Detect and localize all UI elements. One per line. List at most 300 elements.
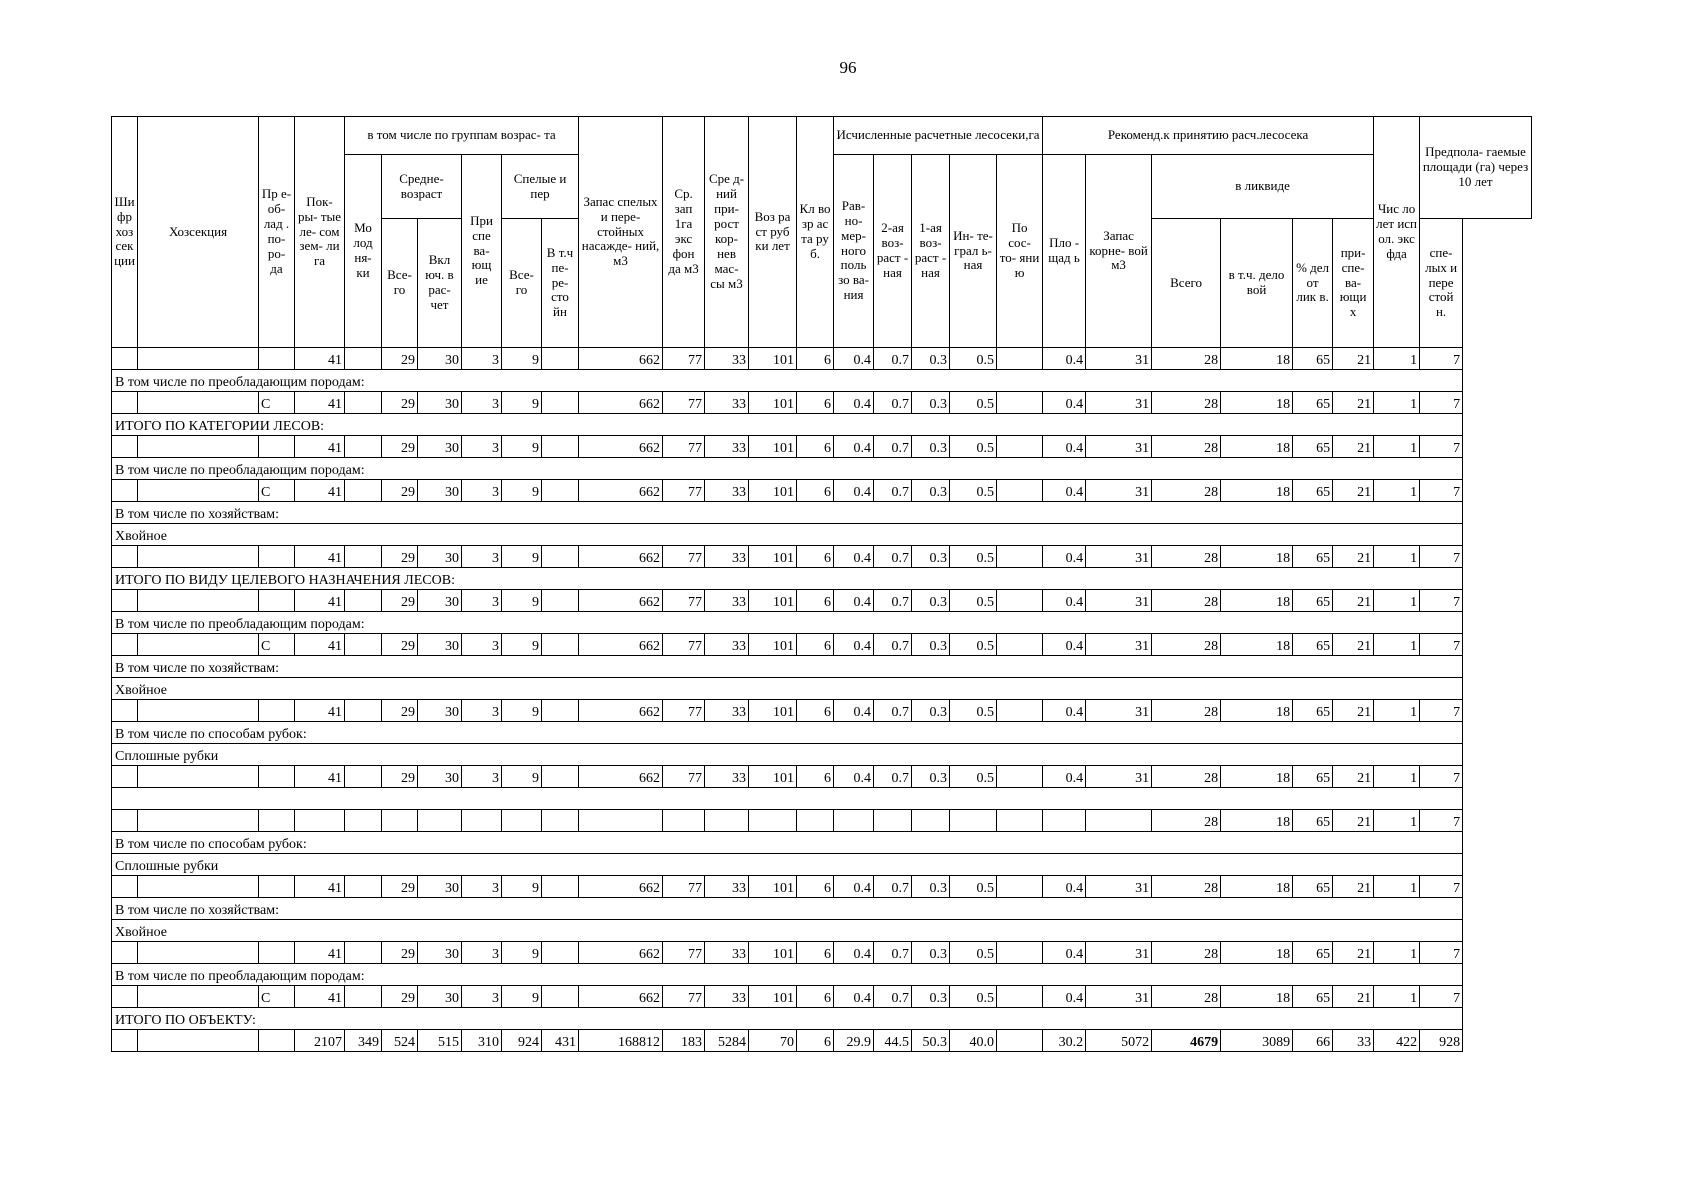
table-cell: 7 [1420,876,1463,898]
table-cell: 0.7 [874,986,912,1008]
table-cell: 1 [1374,810,1420,832]
section-label: В том числе по преобладающим породам: [112,964,1463,986]
table-cell: С [259,480,295,502]
table-cell [259,700,295,722]
table-cell [259,766,295,788]
table-cell [345,480,382,502]
header-ploshad: Пло - щад ь [1043,155,1086,348]
table-cell: 2107 [295,1030,345,1052]
table-cell: 662 [579,942,663,964]
table-cell [259,436,295,458]
header-pct-delovoy: % дел от лик в. [1293,219,1333,348]
table-cell: 31 [1086,942,1152,964]
table-cell: 40.0 [950,1030,997,1052]
table-cell: 31 [1086,700,1152,722]
table-row [112,700,1532,722]
table-cell: 29 [382,634,418,656]
table-cell: 9 [502,436,542,458]
table-cell: 30 [418,348,462,370]
table-cell: 6 [797,392,834,414]
table-cell [542,590,579,612]
table-cell: 30 [418,590,462,612]
table-cell [259,942,295,964]
table-cell: 65 [1293,634,1333,656]
table-cell: 18 [1221,392,1293,414]
table-row [112,766,1532,788]
table-cell: 65 [1293,876,1333,898]
table-cell [542,436,579,458]
table-cell: 1 [1374,986,1420,1008]
table-cell: 50.3 [912,1030,950,1052]
table-cell [345,766,382,788]
table-cell: 0.4 [1043,634,1086,656]
table-cell [542,766,579,788]
table-cell: 101 [749,634,797,656]
header-pervaya-vozrastnaya: 1-ая воз- раст - ная [912,155,950,348]
section-row [112,458,1532,480]
table-cell: С [259,392,295,414]
table-cell: 33 [705,876,749,898]
table-cell [542,942,579,964]
table-cell: 3 [462,700,502,722]
table-cell: 77 [663,392,705,414]
table-cell: 0.3 [912,546,950,568]
table-cell: 9 [502,634,542,656]
table-cell: 29 [382,876,418,898]
section-label: В том числе по способам рубок: [112,722,1463,744]
table-cell: 3 [462,436,502,458]
table-cell: 30 [418,436,462,458]
section-label: В том числе по хозяйствам: [112,898,1463,920]
table-cell: 41 [295,546,345,568]
table-cell: 31 [1086,436,1152,458]
section-label: В том числе по способам рубок: [112,832,1463,854]
table-cell: 6 [797,436,834,458]
table-cell: 30 [418,546,462,568]
table-cell: 524 [382,1030,418,1052]
table-cell [259,810,295,832]
table-cell: 21 [1333,546,1374,568]
table-cell [1086,810,1152,832]
table-cell: 0.4 [1043,942,1086,964]
table-cell: 0.3 [912,942,950,964]
table-cell: 0.3 [912,590,950,612]
page-number: 96 [839,58,857,77]
table-cell [345,436,382,458]
table-cell [138,480,259,502]
table-cell: 18 [1221,590,1293,612]
table-cell: 0.7 [874,634,912,656]
table-cell: 21 [1333,392,1374,414]
table-cell: 33 [705,986,749,1008]
table-cell: 1 [1374,392,1420,414]
table-cell: 18 [1221,700,1293,722]
table-cell: 515 [418,1030,462,1052]
table-cell: 7 [1420,766,1463,788]
table-cell [542,876,579,898]
section-row [112,744,1532,766]
table-cell [112,348,138,370]
header-vkl-raschet: Вкл юч. в рас- чет [418,219,462,348]
header-predpolagaemye: Предпола- гаемые площади (га) через 10 лет [1420,117,1532,219]
table-cell: 1 [1374,942,1420,964]
table-cell: 662 [579,876,663,898]
table-cell [138,1030,259,1052]
table-cell: 18 [1221,634,1293,656]
table-cell [112,436,138,458]
table-cell: 7 [1420,436,1463,458]
table-cell [138,766,259,788]
table-cell: 3 [462,634,502,656]
table-cell: 29 [382,986,418,1008]
table-cell: 77 [663,766,705,788]
table-cell: 3 [462,546,502,568]
table-cell: 0.7 [874,392,912,414]
table-cell [542,634,579,656]
table-cell: 3 [462,766,502,788]
table-cell: 7 [1420,810,1463,832]
table-cell: 65 [1293,810,1333,832]
table-cell [345,392,382,414]
table-cell: 9 [502,546,542,568]
table-cell: 28 [1152,348,1221,370]
table-cell [345,546,382,568]
table-cell: 0.3 [912,986,950,1008]
table-cell: 928 [1420,1030,1463,1052]
section-row [112,656,1532,678]
header-zapas-kornevoy: Запас корне- вой м3 [1086,155,1152,348]
table-cell: 9 [502,392,542,414]
table-cell: 33 [705,392,749,414]
table-cell: 0.7 [874,348,912,370]
table-cell: 183 [663,1030,705,1052]
table-row [112,986,1532,1008]
table-cell: 0.7 [874,436,912,458]
header-srednevozrast-vsego: Все- го [382,219,418,348]
table-cell [138,436,259,458]
table-cell: 65 [1293,590,1333,612]
section-label: Хвойное [112,678,1463,700]
table-cell: 0.3 [912,700,950,722]
table-row [112,480,1532,502]
table-cell [138,876,259,898]
table-cell [138,942,259,964]
table-cell [345,942,382,964]
table-cell: 5072 [1086,1030,1152,1052]
table-cell: 9 [502,480,542,502]
table-cell: 101 [749,480,797,502]
table-cell: 33 [705,436,749,458]
header-v-likvide: в ликвиде [1152,155,1374,219]
table-cell: 0.3 [912,634,950,656]
table-cell: 31 [1086,546,1152,568]
section-label: Хвойное [112,920,1463,942]
table-cell: 3 [462,942,502,964]
table-cell: 28 [1152,766,1221,788]
table-cell: 0.5 [950,634,997,656]
table-cell: 65 [1293,986,1333,1008]
table-cell [345,810,382,832]
header-sredniy-prirost: Сре д- ний при- рост кор- нев мас- сы м3 [705,117,749,348]
table-cell [950,810,997,832]
table-cell: 18 [1221,480,1293,502]
table-cell: 28 [1152,986,1221,1008]
table-cell: 18 [1221,766,1293,788]
header-age-groups: в том числе по группам возрас- та [345,117,579,155]
table-cell [112,810,138,832]
table-cell [997,634,1043,656]
table-cell: 0.5 [950,546,997,568]
table-cell: 9 [502,986,542,1008]
table-cell: 77 [663,876,705,898]
section-label: ИТОГО ПО ВИДУ ЦЕЛЕВОГО НАЗНАЧЕНИЯ ЛЕСОВ: [112,568,1463,590]
section-label: ИТОГО ПО ОБЪЕКТУ: [112,1008,1463,1030]
table-cell: 0.7 [874,480,912,502]
table-cell: 662 [579,348,663,370]
table-cell: 18 [1221,546,1293,568]
table-cell: 1 [1374,546,1420,568]
table-cell [112,942,138,964]
header-pokrytye: Пок- ры- тые ле- сом зем- ли га [295,117,345,348]
table-cell: 9 [502,942,542,964]
table-cell [797,810,834,832]
section-label: Сплошные рубки [112,854,1463,876]
table-cell: 3 [462,392,502,414]
table-cell [295,810,345,832]
table-cell: 662 [579,392,663,414]
table-header [112,117,1532,348]
section-label: В том числе по преобладающим породам: [112,612,1463,634]
table-cell: 0.3 [912,436,950,458]
table-cell: 0.3 [912,876,950,898]
table-cell [997,392,1043,414]
table-cell: 7 [1420,700,1463,722]
table-cell: 29 [382,942,418,964]
table-cell: 29 [382,700,418,722]
header-v-t-ch-delovoy: в т.ч. дело вой [1221,219,1293,348]
table-cell [345,590,382,612]
table-cell: 6 [797,766,834,788]
table-cell: 0.4 [1043,590,1086,612]
table-cell: 29 [382,392,418,414]
table-cell: 21 [1333,480,1374,502]
table-cell: 31 [1086,634,1152,656]
table-cell [112,590,138,612]
table-cell [542,546,579,568]
table-cell: 101 [749,700,797,722]
table-cell: 0.4 [834,876,874,898]
table-cell [138,810,259,832]
section-label: ИТОГО ПО КАТЕГОРИИ ЛЕСОВ: [112,414,1463,436]
table-cell: 0.4 [1043,436,1086,458]
table-cell: 1 [1374,590,1420,612]
table-cell: 101 [749,348,797,370]
table-cell: 65 [1293,392,1333,414]
table-cell: 65 [1293,480,1333,502]
table-cell [997,546,1043,568]
table-cell: 70 [749,1030,797,1052]
table-cell: 30 [418,876,462,898]
table-cell [502,810,542,832]
table-cell: 3 [462,986,502,1008]
table-row [112,876,1532,898]
table-cell [997,942,1043,964]
table-cell: 18 [1221,876,1293,898]
table-cell: 41 [295,634,345,656]
table-cell: 0.5 [950,700,997,722]
header-prispevayushie: При спе ва- ющ ие [462,155,502,348]
table-cell [997,1030,1043,1052]
table-cell: 3089 [1221,1030,1293,1052]
header-preobl-poroda: Пр е- об- лад . по- ро- да [259,117,295,348]
table-cell: 28 [1152,590,1221,612]
table-cell: 662 [579,634,663,656]
table-cell: 77 [663,634,705,656]
table-cell: 29 [382,480,418,502]
section-row [112,920,1532,942]
header-ravnomernogo: Рав- но- мер- ного поль зо ва- ния [834,155,874,348]
section-row [112,568,1532,590]
table-cell: 7 [1420,348,1463,370]
table-cell: 6 [797,590,834,612]
table-cell: 31 [1086,590,1152,612]
table-cell: 3 [462,876,502,898]
table-cell: 0.4 [834,590,874,612]
table-cell: 77 [663,590,705,612]
table-cell [874,810,912,832]
header-v-t-ch-perestoyn: В т.ч пе- ре- сто йн [542,219,579,348]
table-cell: 28 [1152,700,1221,722]
table-cell: 30 [418,766,462,788]
table-cell: 65 [1293,546,1333,568]
table-cell [112,634,138,656]
header-hozsekcia: Хозсекция [138,117,259,348]
table-cell: 29 [382,590,418,612]
table-cell: 6 [797,546,834,568]
table-row [112,436,1532,458]
table-cell: 21 [1333,986,1374,1008]
header-rekomend: Рекоменд.к принятию расч.лесосека [1043,117,1374,155]
table-cell: 7 [1420,942,1463,964]
table-cell: 662 [579,480,663,502]
table-cell: 30 [418,986,462,1008]
table-row [112,810,1532,832]
table-cell: 0.7 [874,766,912,788]
section-row [112,524,1532,546]
table-cell: 41 [295,480,345,502]
table-cell: 21 [1333,700,1374,722]
table-cell: 33 [705,766,749,788]
table-cell: 101 [749,436,797,458]
header-spelye-vsego: Все- го [502,219,542,348]
table-cell: 9 [502,876,542,898]
table-cell: 0.4 [1043,480,1086,502]
table-cell: 29 [382,436,418,458]
table-cell [345,986,382,1008]
table-cell [912,810,950,832]
table-cell: 662 [579,436,663,458]
table-cell [345,700,382,722]
section-row [112,502,1532,524]
table-cell: 28 [1152,392,1221,414]
table-cell: 33 [705,634,749,656]
table-cell [138,986,259,1008]
table-cell [259,876,295,898]
table-cell: 924 [502,1030,542,1052]
table-cell: 21 [1333,810,1374,832]
table-cell [138,634,259,656]
table-cell: 349 [345,1030,382,1052]
table-cell [112,480,138,502]
table-cell: 28 [1152,634,1221,656]
table-cell: 33 [705,942,749,964]
table-cell: 1 [1374,480,1420,502]
table-cell [112,700,138,722]
table-cell: 41 [295,700,345,722]
table-cell: 3 [462,590,502,612]
table-cell [345,876,382,898]
table-cell: 6 [797,480,834,502]
table-cell: 21 [1333,436,1374,458]
table-cell: 33 [705,348,749,370]
table-cell [542,480,579,502]
table-cell: 0.5 [950,986,997,1008]
table-cell: 310 [462,1030,502,1052]
table-cell: 65 [1293,348,1333,370]
table-cell: 662 [579,700,663,722]
table-cell [138,546,259,568]
table-cell: 33 [705,480,749,502]
table-cell [997,876,1043,898]
header-kl-vozrasta: Кл во зр ас та ру б. [797,117,834,348]
table-cell: 41 [295,986,345,1008]
table-cell: 31 [1086,480,1152,502]
table-cell: 1 [1374,348,1420,370]
table-cell [834,810,874,832]
table-cell: 29 [382,348,418,370]
table-cell: 0.4 [834,546,874,568]
table-cell: С [259,986,295,1008]
table-cell: 662 [579,766,663,788]
table-cell: 0.4 [834,436,874,458]
table-cell: 0.3 [912,392,950,414]
table-cell: 0.7 [874,942,912,964]
header-ischisl: Исчисленные расчетные лесосеки,га [834,117,1043,155]
section-row [112,964,1532,986]
table-cell: 31 [1086,876,1152,898]
table-cell [542,986,579,1008]
table-body [112,348,1532,1052]
table-cell [997,480,1043,502]
section-label: В том числе по хозяйствам: [112,502,1463,524]
table-cell [462,810,502,832]
table-cell [112,766,138,788]
table-cell: 0.7 [874,700,912,722]
table-cell: 41 [295,392,345,414]
table-cell: 33 [705,546,749,568]
table-cell: 21 [1333,876,1374,898]
table-cell: 0.4 [1043,700,1086,722]
table-cell: 0.4 [1043,876,1086,898]
forest-calculation-table [111,116,1532,1052]
table-cell: 41 [295,436,345,458]
table-row [112,634,1532,656]
table-cell: 31 [1086,986,1152,1008]
table-cell [112,546,138,568]
table-row [112,942,1532,964]
section-label [112,788,1463,810]
header-vtoraya-vozrastnaya: 2-ая воз- раст - ная [874,155,912,348]
